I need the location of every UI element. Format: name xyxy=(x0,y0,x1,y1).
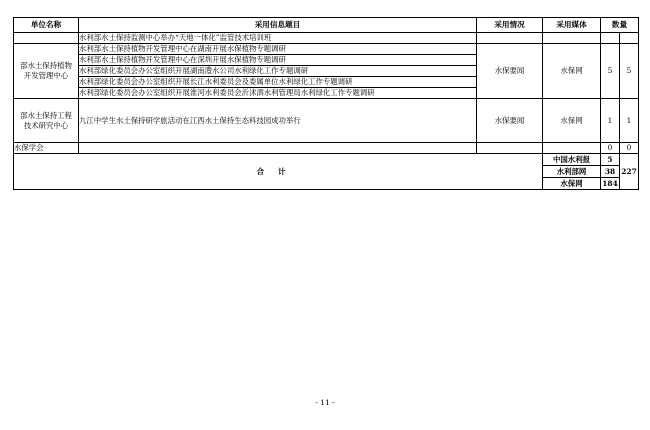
summary-media: 水利部网 xyxy=(543,166,601,178)
info-title: 九江中学生水土保持研学旅活动在江西水土保持生态科技园成功举行 xyxy=(79,99,477,143)
unit-name: 部水土保持工程技术研究中心 xyxy=(14,99,79,143)
header-media: 采用媒体 xyxy=(543,18,601,33)
summary-count: 38 xyxy=(601,166,620,178)
page-number: - 11 - xyxy=(315,398,335,407)
header-count: 数量 xyxy=(601,18,639,33)
status-cell-empty xyxy=(477,143,543,154)
total-cell-empty xyxy=(620,33,639,44)
table-row xyxy=(14,33,639,44)
adoption-count: 1 xyxy=(601,99,620,143)
header-unit: 单位名称 xyxy=(14,18,79,33)
adoption-status: 水保要闻 xyxy=(477,99,543,143)
info-title: 水利部绿化委员会办公室组织开展淮河水利委员会沂沭泗水利管理局水利绿化工作专题调研 xyxy=(79,88,477,99)
table-header-row xyxy=(14,18,639,33)
status-cell-empty xyxy=(477,33,543,44)
info-title: 水利部水土保持植物开发管理中心在湖南开展水保植物专题调研 xyxy=(79,44,477,55)
table-row xyxy=(14,44,639,55)
summary-label: 合计 xyxy=(14,154,543,190)
media-cell-empty xyxy=(543,143,601,154)
header-title: 采用信息题目 xyxy=(79,18,477,33)
unit-name: 部水土保持植物开发管理中心 xyxy=(14,44,79,99)
summary-total: 227 xyxy=(620,154,639,190)
info-title: 水利部水土保持植物开发管理中心在深圳开展水保植物专题调研 xyxy=(79,55,477,66)
unit-cell-empty xyxy=(14,33,79,44)
info-adoption-table xyxy=(13,17,639,190)
adoption-count: 0 xyxy=(601,143,620,154)
table-row xyxy=(14,99,639,143)
adoption-total: 5 xyxy=(620,44,639,99)
adoption-status: 水保要闻 xyxy=(477,44,543,99)
info-title-empty xyxy=(79,143,477,154)
adoption-media: 水保网 xyxy=(543,44,601,99)
unit-name: 水保学会 xyxy=(14,143,79,154)
summary-count: 5 xyxy=(601,154,620,166)
info-title: 水利部绿化委员会办公室组织开展长江水利委员会及委属单位水利绿化工作专题调研 xyxy=(79,77,477,88)
info-title: 水利部水土保持监测中心举办“天地一体化”监管技术培训班 xyxy=(79,33,477,44)
adoption-count: 5 xyxy=(601,44,620,99)
adoption-total: 0 xyxy=(620,143,639,154)
adoption-total: 1 xyxy=(620,99,639,143)
table-row xyxy=(14,143,639,154)
summary-count: 184 xyxy=(602,178,618,188)
summary-media: 中国水利报 xyxy=(543,154,601,166)
summary-row xyxy=(14,154,639,166)
info-title: 水利部绿化委员会办公室组织开展湖南澧水公司水利绿化工作专题调研 xyxy=(79,66,477,77)
adoption-media: 水保网 xyxy=(543,99,601,143)
count-cell-empty xyxy=(601,33,620,44)
summary-media: 水保网 xyxy=(543,178,601,190)
media-cell-empty xyxy=(543,33,601,44)
header-status: 采用情况 xyxy=(477,18,543,33)
